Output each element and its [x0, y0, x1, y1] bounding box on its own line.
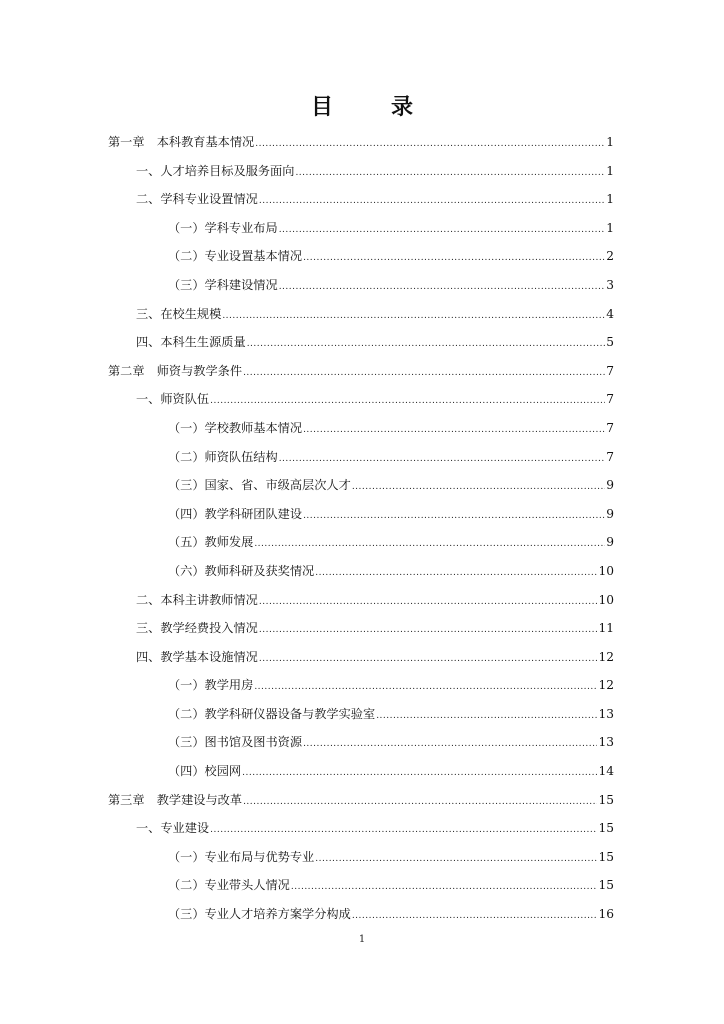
toc-entry-label: 一、专业建设	[136, 821, 210, 836]
toc-entry-page: 14	[598, 764, 614, 779]
toc-dot-leader	[247, 330, 606, 359]
toc-subsection-entry[interactable]	[108, 528, 614, 557]
toc-dot-leader	[222, 302, 605, 331]
toc-entry-label: 三、在校生规模	[136, 306, 222, 321]
toc-entry-page: 7	[606, 449, 614, 464]
toc-subsection-entry[interactable]	[108, 471, 614, 500]
toc-dot-leader	[303, 416, 605, 445]
toc-entry-label: 一、师资队伍	[136, 392, 210, 407]
toc-entry-label: 一、人才培养目标及服务面向	[136, 163, 295, 178]
toc-entry-page: 16	[598, 907, 614, 922]
toc-dot-leader	[303, 730, 597, 759]
toc-entry-label: （二）专业带头人情况	[168, 878, 290, 893]
toc-entry-page: 12	[598, 649, 614, 664]
toc-entry-page: 9	[606, 478, 614, 493]
toc-entry-label: 四、教学基本设施情况	[136, 649, 258, 664]
toc-entry-label: （三）专业人才培养方案学分构成	[168, 907, 351, 922]
toc-dot-leader	[315, 559, 597, 588]
toc-entry-page: 10	[598, 592, 614, 607]
toc-dot-leader	[291, 873, 598, 902]
toc-dot-leader	[255, 130, 605, 159]
toc-chapter-entry[interactable]	[108, 357, 614, 386]
toc-chapter-entry[interactable]	[108, 786, 614, 815]
toc-entry-page: 1	[606, 163, 614, 178]
toc-entry-label: （一）学科专业布局	[168, 220, 278, 235]
toc-subsection-entry[interactable]	[108, 443, 614, 472]
toc-entry-page: 7	[606, 392, 614, 407]
toc-entry-label: 第二章 师资与教学条件	[108, 363, 243, 378]
toc-entry-page: 2	[606, 249, 614, 264]
toc-entry-label: 二、学科专业设置情况	[136, 192, 258, 207]
toc-subsection-entry[interactable]	[108, 242, 614, 271]
toc-entry-label: （三）图书馆及图书资源	[168, 735, 303, 750]
toc-entry-label: （三）国家、省、市级高层次人才	[168, 478, 351, 493]
toc-dot-leader	[259, 616, 598, 645]
toc-section-entry[interactable]	[108, 814, 614, 843]
toc-subsection-entry[interactable]	[108, 871, 614, 900]
toc-entry-page: 13	[598, 735, 614, 750]
toc-section-entry[interactable]	[108, 185, 614, 214]
toc-section-entry[interactable]	[108, 643, 614, 672]
toc-dot-leader	[210, 816, 597, 845]
toc-entry-label: （二）专业设置基本情况	[168, 249, 303, 264]
toc-dot-leader	[295, 159, 605, 188]
toc-entry-label: （五）教师发展	[168, 535, 254, 550]
toc-dot-leader	[376, 702, 597, 731]
toc-entry-label: （四）教学科研团队建设	[168, 506, 303, 521]
toc-entry-label: （三）学科建设情况	[168, 277, 278, 292]
toc-section-entry[interactable]	[108, 586, 614, 615]
toc-entry-page: 15	[598, 849, 614, 864]
toc-entry-label: 第三章 教学建设与改革	[108, 792, 243, 807]
table-of-contents	[108, 128, 614, 929]
toc-subsection-entry[interactable]	[108, 843, 614, 872]
toc-dot-leader	[259, 645, 598, 674]
toc-entry-label: （四）校园网	[168, 764, 242, 779]
toc-entry-page: 15	[598, 878, 614, 893]
toc-dot-leader	[279, 445, 606, 474]
toc-entry-page: 7	[606, 420, 614, 435]
toc-entry-label: （一）专业布局与优势专业	[168, 849, 315, 864]
toc-subsection-entry[interactable]	[108, 557, 614, 586]
toc-entry-label: （六）教师科研及获奖情况	[168, 563, 315, 578]
toc-dot-leader	[279, 216, 606, 245]
toc-entry-label: （二）教学科研仪器设备与教学实验室	[168, 706, 376, 721]
toc-entry-label: 第一章 本科教育基本情况	[108, 135, 255, 149]
toc-dot-leader	[352, 902, 598, 931]
toc-entry-label: （二）师资队伍结构	[168, 449, 278, 464]
toc-entry-page: 15	[598, 821, 614, 836]
toc-entry-page: 4	[606, 306, 614, 321]
toc-subsection-entry[interactable]	[108, 271, 614, 300]
toc-dot-leader	[243, 359, 605, 388]
toc-entry-page: 5	[606, 335, 614, 350]
toc-dot-leader	[279, 273, 606, 302]
toc-section-entry[interactable]	[108, 385, 614, 414]
toc-entry-label: （一）教学用房	[168, 678, 254, 693]
toc-dot-leader	[352, 473, 605, 502]
page-number: 1	[358, 934, 366, 945]
toc-entry-page: 12	[598, 678, 614, 693]
toc-subsection-entry[interactable]	[108, 728, 614, 757]
toc-entry-page: 15	[598, 792, 614, 807]
toc-subsection-entry[interactable]	[108, 700, 614, 729]
toc-dot-leader	[303, 244, 605, 273]
toc-dot-leader	[259, 588, 598, 617]
toc-entry-label: 四、本科生生源质量	[136, 335, 246, 350]
toc-entry-page: 1	[606, 192, 614, 207]
toc-entry-page: 3	[606, 277, 614, 292]
toc-entry-label: 二、本科主讲教师情况	[136, 592, 258, 607]
toc-dot-leader	[254, 530, 605, 559]
toc-dot-leader	[315, 845, 597, 874]
toc-entry-page: 9	[606, 535, 614, 550]
toc-section-entry[interactable]	[108, 328, 614, 357]
toc-chapter-entry[interactable]	[108, 128, 614, 157]
toc-dot-leader	[259, 187, 605, 216]
toc-entry-page: 1	[606, 135, 614, 149]
toc-entry-page: 9	[606, 506, 614, 521]
toc-subsection-entry[interactable]	[108, 414, 614, 443]
toc-entry-label: （一）学校教师基本情况	[168, 420, 303, 435]
toc-entry-page: 10	[598, 563, 614, 578]
toc-section-entry[interactable]	[108, 614, 614, 643]
toc-subsection-entry[interactable]	[108, 757, 614, 786]
toc-entry-page: 7	[606, 363, 614, 378]
page-title: 目 录	[310, 95, 431, 120]
toc-entry-label: 三、教学经费投入情况	[136, 621, 258, 636]
toc-section-entry[interactable]	[108, 300, 614, 329]
toc-subsection-entry[interactable]	[108, 900, 614, 929]
toc-dot-leader	[254, 673, 597, 702]
toc-entry-page: 1	[606, 220, 614, 235]
toc-dot-leader	[242, 759, 597, 788]
toc-subsection-entry[interactable]	[108, 500, 614, 529]
toc-dot-leader	[210, 387, 605, 416]
toc-entry-page: 11	[598, 621, 614, 636]
toc-dot-leader	[243, 788, 597, 817]
toc-dot-leader	[303, 502, 605, 531]
toc-section-entry[interactable]	[108, 157, 614, 186]
toc-subsection-entry[interactable]	[108, 214, 614, 243]
toc-entry-page: 13	[598, 706, 614, 721]
toc-subsection-entry[interactable]	[108, 671, 614, 700]
